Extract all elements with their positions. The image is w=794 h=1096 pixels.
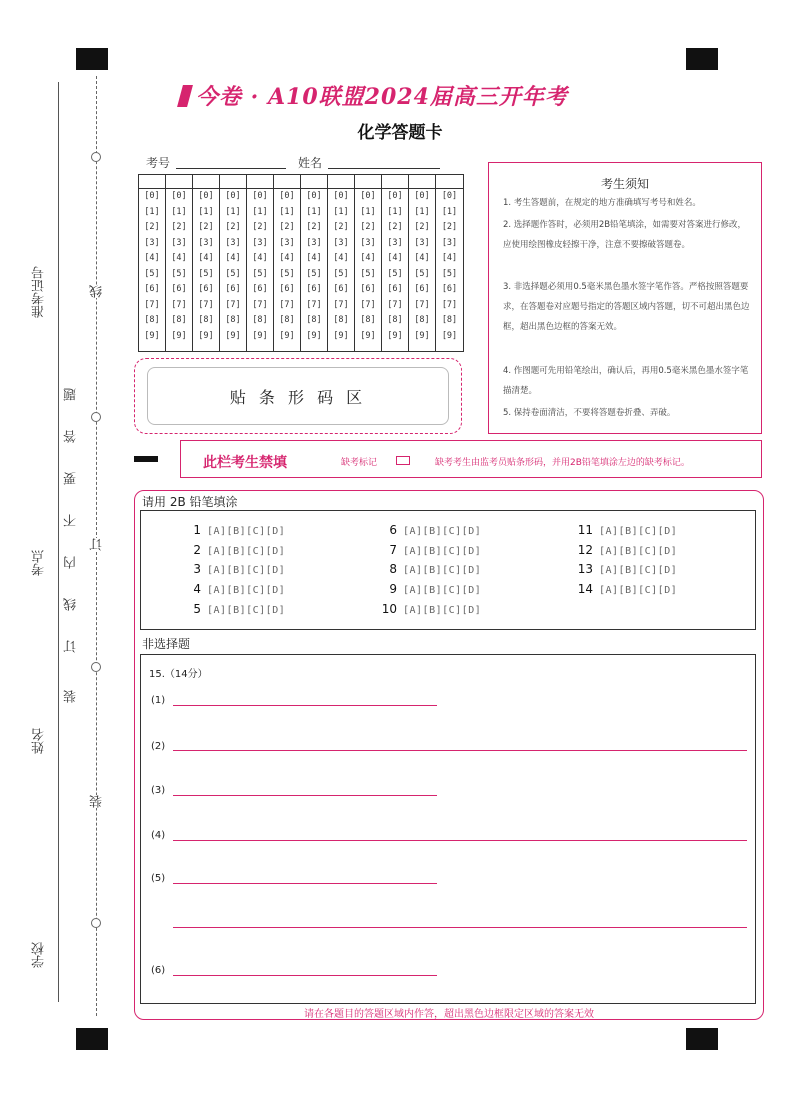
exam-no-bubble[interactable]: [5] bbox=[279, 268, 295, 279]
mcq-question bbox=[181, 543, 285, 557]
exam-no-bubble[interactable]: [9] bbox=[414, 330, 430, 341]
exam-no-bubble[interactable]: [9] bbox=[198, 330, 214, 341]
seal-char: 订 bbox=[64, 640, 79, 653]
exam-no-column bbox=[193, 175, 220, 351]
exam-no-bubble[interactable]: [6] bbox=[306, 284, 322, 294]
exam-no-digit-box[interactable] bbox=[436, 175, 463, 189]
exam-no-bubble[interactable]: [4] bbox=[387, 253, 403, 263]
exam-no-bubble[interactable]: [7] bbox=[225, 299, 241, 310]
mcq-options[interactable]: [A][B][C][D] bbox=[599, 565, 678, 576]
binding-hole bbox=[91, 412, 101, 422]
exam-no-bubble[interactable]: [4] bbox=[414, 253, 430, 263]
exam-no-bubble[interactable]: [2] bbox=[252, 222, 268, 232]
exam-no-digit-box[interactable] bbox=[193, 175, 219, 189]
mcq-options[interactable]: [A][B][C][D] bbox=[599, 526, 678, 537]
exam-no-bubble[interactable]: [9] bbox=[279, 330, 295, 341]
exam-no-bubble[interactable]: [4] bbox=[333, 253, 349, 263]
exam-no-bubble[interactable]: [6] bbox=[279, 284, 295, 294]
exam-no-column bbox=[220, 175, 247, 351]
exam-no-bubble[interactable]: [8] bbox=[333, 315, 349, 325]
exam-no-bubble[interactable]: [3] bbox=[225, 237, 241, 248]
mcq-options[interactable]: [A][B][C][D] bbox=[207, 565, 286, 576]
school-label: 学校 bbox=[32, 942, 47, 968]
exam-no-grid bbox=[138, 174, 464, 352]
binding-solid-line bbox=[58, 82, 59, 1002]
exam-no-bubble[interactable]: [1] bbox=[279, 206, 295, 217]
mcq-question bbox=[377, 582, 481, 596]
exam-no-bubble[interactable]: [4] bbox=[306, 253, 322, 263]
exam-no-digit-box[interactable] bbox=[301, 175, 327, 189]
exam-no-bubble[interactable]: [7] bbox=[252, 299, 268, 310]
brand-text: 今卷 · A10联盟2024届高三开年考 bbox=[196, 84, 568, 110]
exam-no-bubble[interactable]: [2] bbox=[414, 222, 430, 232]
mcq-number: 10 bbox=[381, 602, 397, 616]
mcq-number: 8 bbox=[389, 562, 397, 576]
seal-char: 内 bbox=[64, 556, 79, 569]
exam-no-bubble[interactable]: [3] bbox=[333, 237, 349, 248]
mcq-question bbox=[181, 523, 285, 537]
answer-line-6[interactable] bbox=[173, 975, 437, 976]
exam-no-bubble[interactable]: [0] bbox=[333, 191, 349, 201]
sub-5-label: (5) bbox=[151, 873, 166, 884]
exam-no-column bbox=[409, 175, 436, 351]
answer-line-1[interactable] bbox=[173, 705, 437, 706]
exam-no-bubble[interactable]: [4] bbox=[360, 253, 376, 263]
exam-no-bubble[interactable]: [0] bbox=[306, 191, 322, 201]
exam-no-digit-box[interactable] bbox=[247, 175, 273, 189]
binding-hole bbox=[91, 152, 101, 162]
exam-no-bubble[interactable]: [9] bbox=[225, 330, 241, 341]
mcq-number: 11 bbox=[577, 523, 593, 537]
exam-no-bubble[interactable]: [6] bbox=[414, 284, 430, 294]
exam-no-bubble[interactable]: [3] bbox=[387, 237, 403, 248]
exam-no-bubble[interactable]: [2] bbox=[171, 222, 187, 232]
exam-no-bubble[interactable]: [7] bbox=[387, 299, 403, 310]
mcq-number: 4 bbox=[193, 582, 201, 596]
zhuang-label: 装 bbox=[90, 795, 105, 808]
exam-no-bubble[interactable]: [4] bbox=[252, 253, 268, 263]
mcq-number: 2 bbox=[193, 543, 201, 557]
mcq-options[interactable]: [A][B][C][D] bbox=[207, 526, 286, 537]
exam-no-bubble[interactable]: [2] bbox=[144, 222, 160, 232]
binding-hole bbox=[91, 662, 101, 672]
binding-hole bbox=[91, 918, 101, 928]
exam-no-bubble[interactable]: [3] bbox=[306, 237, 322, 248]
exam-no-bubble[interactable]: [0] bbox=[360, 191, 376, 201]
exam-no-bubble[interactable]: [1] bbox=[333, 206, 349, 217]
exam-no-bubble[interactable]: [3] bbox=[360, 237, 376, 248]
seal-char: 答 bbox=[64, 430, 79, 443]
exam-no-bubble[interactable]: [2] bbox=[387, 222, 403, 232]
absence-mark-box[interactable] bbox=[396, 456, 410, 465]
mcq-number: 3 bbox=[193, 562, 201, 576]
exam-no-bubble[interactable]: [9] bbox=[333, 330, 349, 341]
mcq-section-label: 请用 2B 铅笔填涂 bbox=[142, 495, 238, 509]
notice-panel bbox=[488, 162, 762, 434]
registration-mark bbox=[686, 1028, 718, 1050]
exam-no-bubble[interactable]: [7] bbox=[441, 299, 458, 310]
exam-no-column bbox=[301, 175, 328, 351]
exam-no-bubble[interactable]: [6] bbox=[198, 284, 214, 294]
exam-no-bubble[interactable]: [8] bbox=[225, 315, 241, 325]
essay-box bbox=[140, 654, 756, 1004]
exam-no-bubble[interactable]: [1] bbox=[441, 206, 458, 217]
answer-line-5b[interactable] bbox=[173, 927, 747, 928]
candidate-no-label: 准考证号 bbox=[32, 266, 47, 318]
exam-no-bubble[interactable]: [7] bbox=[360, 299, 376, 310]
exam-no-digit-box[interactable] bbox=[328, 175, 354, 189]
notice-title: 考生须知 bbox=[600, 177, 649, 191]
exam-no-bubble[interactable]: [1] bbox=[252, 206, 268, 217]
exam-no-bubble[interactable]: [1] bbox=[414, 206, 430, 217]
exam-no-bubble[interactable]: [0] bbox=[225, 191, 241, 201]
exam-no-bubble[interactable]: [3] bbox=[252, 237, 268, 248]
exam-no-bubble[interactable]: [8] bbox=[198, 315, 214, 325]
exam-no-bubble[interactable]: [6] bbox=[252, 284, 268, 294]
sub-4-label: (4) bbox=[151, 830, 166, 841]
seal-char: 装 bbox=[64, 690, 79, 703]
footer-warning: 请在各题目的答题区域内作答，超出黑色边框限定区域的答案无效 bbox=[304, 1009, 594, 1020]
exam-no-bubble[interactable]: [3] bbox=[414, 237, 430, 248]
answer-line-2[interactable] bbox=[173, 750, 747, 751]
exam-no-bubble[interactable]: [5] bbox=[387, 268, 403, 279]
exam-no-bubble[interactable]: [9] bbox=[144, 330, 160, 341]
mcq-question bbox=[377, 523, 481, 537]
exam-no-bubble[interactable]: [2] bbox=[279, 222, 295, 232]
exam-no-bubble[interactable]: [7] bbox=[144, 299, 160, 310]
exam-no-column bbox=[382, 175, 409, 351]
mcq-question bbox=[181, 562, 285, 576]
exam-no-digit-box[interactable] bbox=[409, 175, 435, 189]
registration-mark bbox=[76, 1028, 108, 1050]
exam-no-bubble[interactable]: [6] bbox=[171, 284, 187, 294]
staff-only-strip bbox=[180, 440, 762, 478]
seal-char: 要 bbox=[64, 472, 79, 485]
exam-no-bubble[interactable]: [9] bbox=[387, 330, 403, 341]
exam-no-bubble[interactable]: [8] bbox=[360, 315, 376, 325]
exam-no-bubble[interactable]: [6] bbox=[387, 284, 403, 294]
mcq-box bbox=[140, 510, 756, 630]
registration-mark bbox=[686, 48, 718, 70]
name-label: 姓名 bbox=[298, 156, 323, 170]
mcq-options[interactable]: [A][B][C][D] bbox=[403, 526, 482, 537]
absence-note: 缺考考生由监考员贴条形码，并用2B铅笔填涂左边的缺考标记。 bbox=[435, 458, 690, 468]
exam-no-bubble[interactable]: [6] bbox=[144, 284, 160, 294]
notice-item: 5. 保持卷面清洁，不要将答题卷折叠、弄破。 bbox=[503, 408, 676, 418]
exam-no-bubble[interactable]: [9] bbox=[441, 330, 458, 341]
mcq-number: 12 bbox=[577, 543, 593, 557]
mcq-options[interactable]: [A][B][C][D] bbox=[207, 585, 286, 596]
barcode-label: 贴 条 形 码 区 bbox=[229, 388, 367, 407]
exam-no-bubble[interactable]: [0] bbox=[171, 191, 187, 201]
exam-no-column bbox=[436, 175, 463, 351]
mcq-question bbox=[573, 582, 677, 596]
absence-mark-label: 缺考标记 bbox=[341, 458, 378, 468]
exam-no-bubble[interactable]: [8] bbox=[306, 315, 322, 325]
sub-1-label: (1) bbox=[151, 695, 166, 706]
exam-no-digit-box[interactable] bbox=[382, 175, 408, 189]
sub-2-label: (2) bbox=[151, 741, 166, 752]
exam-no-bubble[interactable]: [7] bbox=[414, 299, 430, 310]
exam-no-digit-box[interactable] bbox=[355, 175, 381, 189]
registration-mark bbox=[76, 48, 108, 70]
exam-no-bubble[interactable]: [2] bbox=[198, 222, 214, 232]
exam-no-bubble[interactable]: [5] bbox=[225, 268, 241, 279]
seal-char: 题 bbox=[64, 388, 79, 401]
mcq-options[interactable]: [A][B][C][D] bbox=[599, 546, 678, 557]
seal-char: 不 bbox=[64, 514, 79, 527]
mcq-question bbox=[377, 602, 481, 616]
exam-no-column bbox=[355, 175, 382, 351]
notice-item: 1. 考生答题前，在规定的地方准确填写考号和姓名。 bbox=[503, 198, 701, 208]
exam-no-digit-box[interactable] bbox=[166, 175, 192, 189]
exam-no-bubble[interactable]: [2] bbox=[306, 222, 322, 232]
brand-title bbox=[180, 80, 620, 114]
exam-no-bubble[interactable]: [9] bbox=[252, 330, 268, 341]
essay-section-label: 非选择题 bbox=[142, 637, 191, 651]
exam-no-bubble[interactable]: [5] bbox=[414, 268, 430, 279]
exam-no-bubble[interactable]: [1] bbox=[198, 206, 214, 217]
exam-no-bubble[interactable]: [5] bbox=[198, 268, 214, 279]
exam-no-bubble[interactable]: [9] bbox=[360, 330, 376, 341]
mcq-number: 9 bbox=[389, 582, 397, 596]
mcq-options[interactable]: [A][B][C][D] bbox=[403, 605, 482, 616]
mcq-number: 13 bbox=[577, 562, 593, 576]
answer-line-3[interactable] bbox=[173, 795, 437, 796]
exam-no-column bbox=[274, 175, 301, 351]
mcq-options[interactable]: [A][B][C][D] bbox=[207, 605, 286, 616]
exam-no-bubble[interactable]: [1] bbox=[306, 206, 322, 217]
brand-logo-icon bbox=[177, 85, 193, 107]
exam-no-bubble[interactable]: [7] bbox=[333, 299, 349, 310]
sub-3-label: (3) bbox=[151, 785, 166, 796]
exam-no-bubble[interactable]: [9] bbox=[171, 330, 187, 341]
exam-no-digit-box[interactable] bbox=[139, 175, 165, 189]
ding-label: 订 bbox=[90, 538, 105, 551]
exam-no-bubble[interactable]: [1] bbox=[171, 206, 187, 217]
mcq-number: 7 bbox=[389, 543, 397, 557]
mcq-question bbox=[377, 543, 481, 557]
exam-no-bubble[interactable]: [0] bbox=[441, 191, 458, 201]
exam-no-column bbox=[139, 175, 166, 351]
exam-no-bubble[interactable]: [1] bbox=[144, 206, 160, 217]
exam-no-bubble[interactable]: [4] bbox=[225, 253, 241, 263]
exam-no-bubble[interactable]: [0] bbox=[252, 191, 268, 201]
mcq-number: 1 bbox=[193, 523, 201, 537]
exam-no-bubble[interactable]: [7] bbox=[198, 299, 214, 310]
staff-only-title: 此栏考生禁填 bbox=[203, 455, 287, 471]
timing-mark bbox=[134, 456, 158, 462]
mcq-question bbox=[573, 543, 677, 557]
exam-no-digit-box[interactable] bbox=[220, 175, 246, 189]
mcq-question bbox=[573, 562, 677, 576]
exam-no-input[interactable] bbox=[176, 168, 286, 169]
mcq-question bbox=[573, 523, 677, 537]
mcq-question bbox=[181, 582, 285, 596]
exam-no-bubble[interactable]: [9] bbox=[306, 330, 322, 341]
answer-line-5[interactable] bbox=[173, 883, 437, 884]
exam-no-bubble[interactable]: [0] bbox=[144, 191, 160, 201]
exam-no-bubble[interactable]: [5] bbox=[171, 268, 187, 279]
page-title: 化学答题卡 bbox=[357, 123, 443, 143]
exam-no-bubble[interactable]: [7] bbox=[279, 299, 295, 310]
name-input[interactable] bbox=[328, 168, 440, 169]
exam-no-bubble[interactable]: [8] bbox=[171, 315, 187, 325]
exam-no-bubble[interactable]: [2] bbox=[360, 222, 376, 232]
exam-no-bubble[interactable]: [3] bbox=[198, 237, 214, 248]
exam-no-bubble[interactable]: [5] bbox=[306, 268, 322, 279]
mcq-options[interactable]: [A][B][C][D] bbox=[403, 565, 482, 576]
exam-no-bubble[interactable]: [3] bbox=[171, 237, 187, 248]
seal-char: 线 bbox=[64, 598, 79, 611]
mcq-question bbox=[377, 562, 481, 576]
mcq-number: 5 bbox=[193, 602, 201, 616]
exam-no-bubble[interactable]: [0] bbox=[279, 191, 295, 201]
exam-no-bubble[interactable]: [0] bbox=[414, 191, 430, 201]
exam-no-bubble[interactable]: [3] bbox=[441, 237, 458, 248]
exam-no-bubble[interactable]: [0] bbox=[387, 191, 403, 201]
exam-no-bubble[interactable]: [5] bbox=[441, 268, 458, 279]
exam-no-bubble[interactable]: [0] bbox=[198, 191, 214, 201]
exam-no-bubble[interactable]: [3] bbox=[144, 237, 160, 248]
exam-no-bubble[interactable]: [5] bbox=[252, 268, 268, 279]
exam-no-bubble[interactable]: [8] bbox=[279, 315, 295, 325]
exam-no-bubble[interactable]: [8] bbox=[387, 315, 403, 325]
exam-no-bubble[interactable]: [2] bbox=[441, 222, 458, 232]
sub-6-label: (6) bbox=[151, 965, 166, 976]
exam-no-label: 考号 bbox=[146, 156, 171, 170]
exam-no-bubble[interactable]: [5] bbox=[144, 268, 160, 279]
exam-site-label: 考点 bbox=[32, 550, 47, 576]
exam-no-bubble[interactable]: [5] bbox=[360, 268, 376, 279]
barcode-area bbox=[134, 358, 462, 434]
answer-line-4[interactable] bbox=[173, 840, 747, 841]
exam-no-bubble[interactable]: [6] bbox=[225, 284, 241, 294]
exam-no-bubble[interactable]: [6] bbox=[333, 284, 349, 294]
mcq-number: 6 bbox=[389, 523, 397, 537]
exam-no-bubble[interactable]: [4] bbox=[198, 253, 214, 263]
exam-no-bubble[interactable]: [1] bbox=[360, 206, 376, 217]
exam-no-bubble[interactable]: [5] bbox=[333, 268, 349, 279]
notice-item: 3. 非选择题必须用0.5毫米黑色墨水签字笔作答。严格按照答题要求，在答题卷对应题号指定的答题区域内答题，切不可超出黑色边框，超出黑色边框的答案无效。 bbox=[503, 282, 750, 332]
exam-no-bubble[interactable]: [1] bbox=[387, 206, 403, 217]
exam-no-bubble[interactable]: [1] bbox=[225, 206, 241, 217]
exam-no-bubble[interactable]: [4] bbox=[441, 253, 458, 263]
mcq-options[interactable]: [A][B][C][D] bbox=[599, 585, 678, 596]
exam-no-bubble[interactable]: [6] bbox=[360, 284, 376, 294]
mcq-number: 14 bbox=[577, 582, 593, 596]
exam-no-column bbox=[328, 175, 355, 351]
mcq-question bbox=[181, 602, 285, 616]
mcq-options[interactable]: [A][B][C][D] bbox=[403, 546, 482, 557]
exam-no-column bbox=[247, 175, 274, 351]
exam-no-bubble[interactable]: [2] bbox=[225, 222, 241, 232]
exam-no-bubble[interactable]: [3] bbox=[279, 237, 295, 248]
exam-no-digit-box[interactable] bbox=[274, 175, 300, 189]
notice-item: 2. 选择题作答时，必须用2B铅笔填涂，如需要对答案进行修改，应使用绘图橡皮轻擦干净，注意不要擦破答题卷。 bbox=[503, 220, 747, 250]
question-15-label: 15.（14分） bbox=[149, 669, 208, 680]
exam-no-bubble[interactable]: [4] bbox=[144, 253, 160, 263]
mcq-options[interactable]: [A][B][C][D] bbox=[207, 546, 286, 557]
exam-no-bubble[interactable]: [8] bbox=[252, 315, 268, 325]
line-label: 线 bbox=[90, 285, 105, 298]
notice-item: 4. 作图题可先用铅笔绘出，确认后，再用0.5毫米黑色墨水签字笔描清楚。 bbox=[503, 366, 749, 396]
exam-no-bubble[interactable]: [7] bbox=[306, 299, 322, 310]
exam-no-column bbox=[166, 175, 193, 351]
exam-no-bubble[interactable]: [8] bbox=[441, 315, 458, 325]
exam-no-bubble[interactable]: [4] bbox=[171, 253, 187, 263]
mcq-options[interactable]: [A][B][C][D] bbox=[403, 585, 482, 596]
exam-no-bubble[interactable]: [2] bbox=[333, 222, 349, 232]
exam-no-bubble[interactable]: [4] bbox=[279, 253, 295, 263]
name-side-label: 姓名 bbox=[32, 728, 47, 754]
exam-no-bubble[interactable]: [6] bbox=[441, 284, 458, 294]
exam-no-bubble[interactable]: [7] bbox=[171, 299, 187, 310]
exam-no-bubble[interactable]: [8] bbox=[144, 315, 160, 325]
exam-no-bubble[interactable]: [8] bbox=[414, 315, 430, 325]
